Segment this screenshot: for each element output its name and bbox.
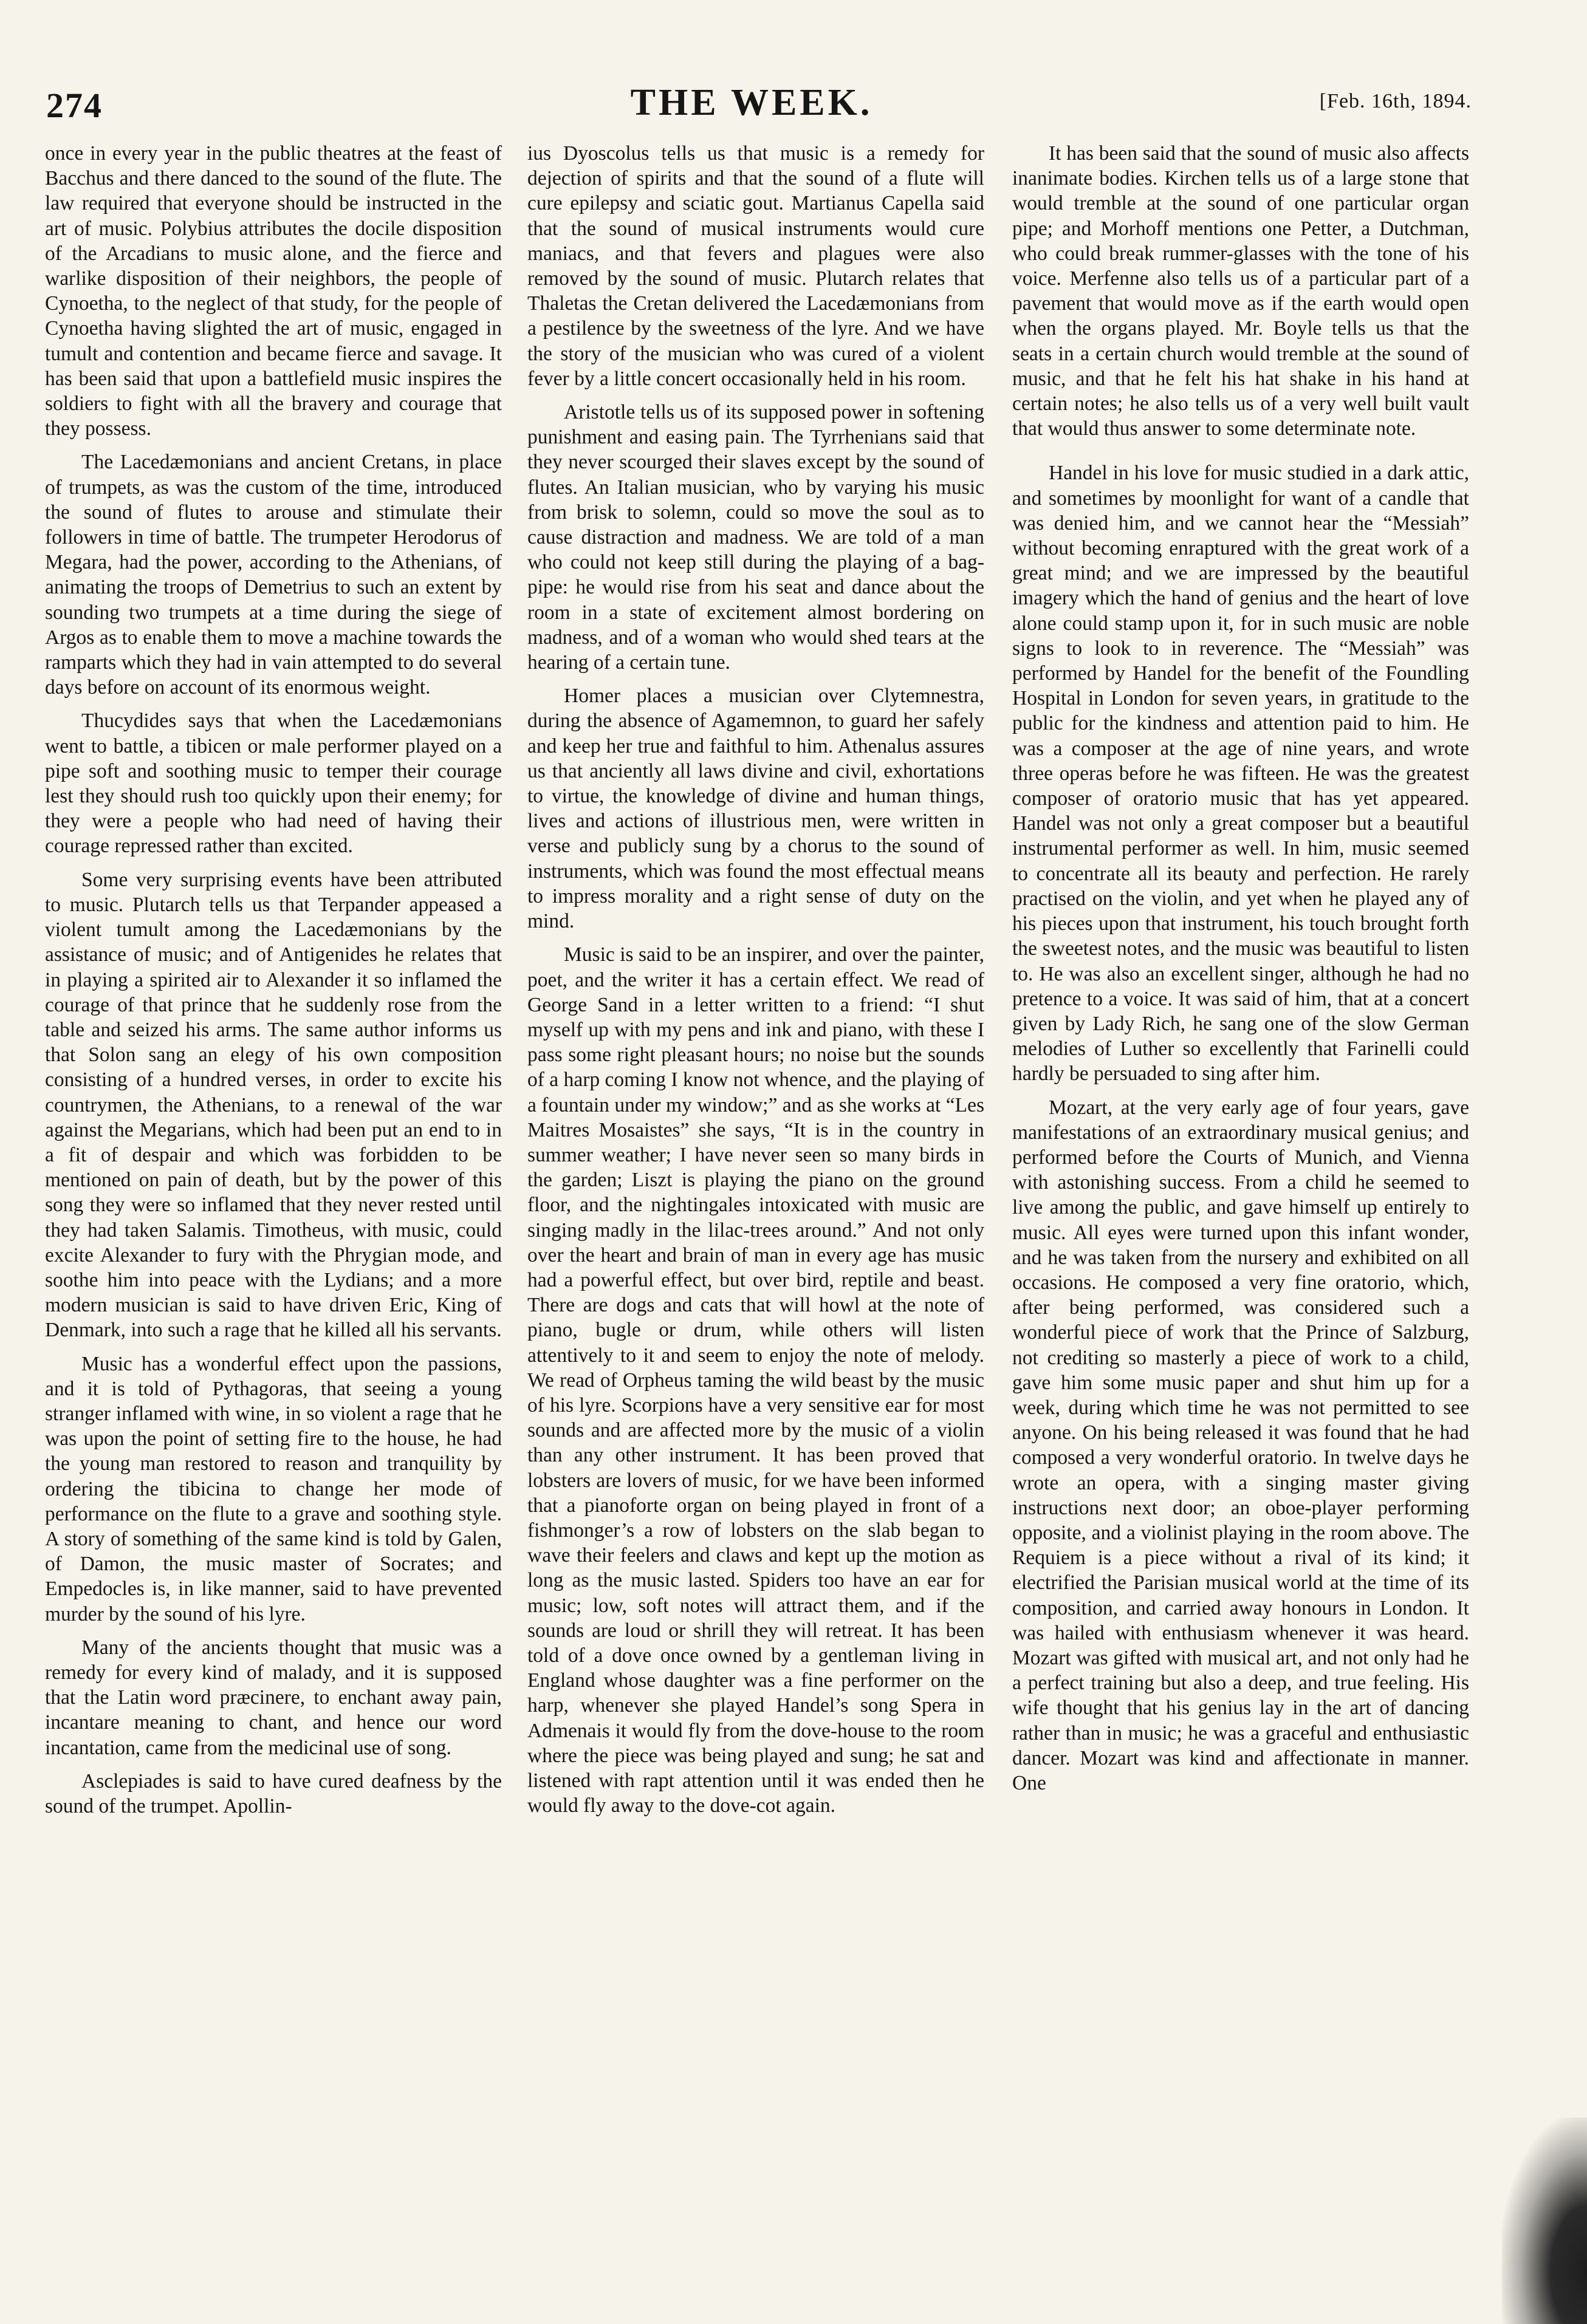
paragraph: Some very surprising events have been attributed to music. Plutarch tells us that Terpander appeased a violent tumult among the Lacedæmonians by the assistance of music; and of Antigenides he relates that in playing a spirited air to Alexander it so inflamed the courage of that prince that he suddenly rose from the table and seized his arms. The same author informs us that Solon sang an elegy of his own composition consisting of a hundred verses, in order to excite his countrymen, the Athenians, to a renewal of the war against the Megarians, which had been put an end to in a fit of despair and which was forbidden to be mentioned on pain of death, but by the power of this song they were so inflamed that they never rested until they had taken Salamis. Timotheus, with music, could excite Alexander to fury with the Phrygian mode, and soothe him into peace with the Lydians; and a more modern musician is said to have driven Eric, King of Denmark, into such a rage that he killed all his servants.: [45, 868, 502, 1342]
paragraph: Music is said to be an inspirer, and over the painter, poet, and the writer it has a certain effect. We read of George Sand in a letter written to a friend: “I shut myself up with my pens and ink and piano, with these I pass some right pleasant hours; no noise but the sounds of a harp coming I know not whence, and the playing of a fountain under my window;” and as she works at “Les Maitres Mosaistes” she says, “It is in the country in summer weather; I have never seen so many birds in the garden; Liszt is playing the piano on the ground floor, and the nightingales intoxicated with music are singing madly in the lilac-trees around.” And not only over the heart and brain of man in every age has music had a powerful effect, but over bird, reptile and beast. There are dogs and cats that will howl at the note of piano, bugle or drum, while others will listen attentively to it and seem to enjoy the note of melody. We read of Orpheus taming the wild beast by the music of his lyre. Scorpions have a very sensitive ear for most sounds and are affected more by the music of a violin than any other instrument. It has been proved that lobsters are lovers of music, for we have been informed that a pianoforte organ on being played in front of a fishmonger’s a row of lobsters on the slab began to wave their feelers and claws and kept up the motion as long as the music lasted. Spiders too have an ear for music; low, soft notes will attract them, and if the sounds are loud or shrill they will retreat. It has been told of a dove once owned by a gentleman living in England whose daughter was a fine performer on the harp, whenever she played Handel’s song Spera in Admenais it would fly from the dove-house to the room where the piece was being played and sung; he sat and listened with rapt attention until it was ended then he would fly away to the dove-cot again.: [527, 943, 984, 1817]
paragraph: Handel in his love for music studied in a dark attic, and sometimes by moonlight for want of a candle that was denied him, and we cannot hear the “Messiah” without becoming enraptured with the great work of a great mind; and we are impressed by the beautiful imagery which the hand of genius and the heart of love alone could stamp upon it, for in such music are noble signs to look to in reverence. The “Messiah” was performed by Handel for the benefit of the Foundling Hospital in London for seven years, in gratitude to the public for the kindness and attention paid to him. He was a composer at the age of nine years, and wrote three operas before he was fifteen. He was the greatest composer of oratorio music that has yet appeared. Handel was not only a great composer but a beautiful instrumental performer as well. In him, music seemed to concentrate all its beauty and perfection. He rarely practised on the violin, and yet when he played any of his pieces upon that instrument, his touch brought forth the sweetest notes, and the music was beautiful to listen to. He was also an excellent singer, although he had no pretence to a voice. It was said of him, that at a concert given by Lady Rich, he sang one of the slow German melodies of Luther so excellently that Farinelli could hardly be persuaded to sing after him.: [1012, 462, 1469, 1085]
page-number: 274: [46, 86, 103, 125]
paragraph: ius Dyoscolus tells us that music is a remedy for dejection of spirits and that the sound of a flute will cure epilepsy and sciatic gout. Martianus Capella said that the sound of musical instruments would cure maniacs, and that fevers and plagues were also removed by the sound of music. Plutarch relates that Thaletas the Cretan delivered the Lacedæmonians from a pestilence by the sweetness of the lyre. And we have the story of the musician who was cured of a violent fever by a little concert occasionally held in his room.: [527, 142, 984, 390]
paragraph: Many of the ancients thought that music was a remedy for every kind of malady, and it is supposed that the Latin word præcinere, to enchant away pain, incantare meaning to chant, and hence our word incantation, came from the medicinal use of song.: [45, 1636, 502, 1759]
paragraph: The Lacedæmonians and ancient Cretans, in place of trumpets, as was the custom of the time, introduced the sound of flutes to arouse and stimulate their followers in time of battle. The trumpeter Herodorus of Megara, had the power, according to the Athenians, of animating the troops of Demetrius to such an extent by sounding two trumpets at a time during the siege of Argos as to enable them to move a machine towards the ramparts which they had in vain attempted to do several days before on account of its enormous weight.: [45, 451, 502, 699]
paragraph: Thucydides says that when the Lacedæmonians went to battle, a tibicen or male performer played on a pipe soft and soothing music to temper their courage lest they should rush too quickly upon their enemy; for they were a people who had need of having their courage repressed rather than excited.: [45, 709, 502, 858]
paragraph: It has been said that the sound of music also affects inanimate bodies. Kirchen tells us of a large stone that would tremble at the sound of one particular organ pipe; and Morhoff mentions one Petter, a Dutchman, who could break rummer-glasses with the tone of his voice. Merfenne also tells us of a particular part of a pavement that would move as if the earth would open when the organs played. Mr. Boyle tells us that the seats in a certain church would tremble at the sound of music, and that he felt his hat shake in his hand at certain notes; he also tells us of a very well built vault that would thus answer to some determinate note.: [1012, 142, 1469, 440]
paragraph: Homer places a musician over Clytemnestra, during the absence of Agamemnon, to guard her safely and keep her true and faithful to him. Athenalus assures us that anciently all laws divine and civil, exhortations to virtue, the knowledge of divine and human things, lives and actions of illustrious men, were written in verse and publicly sung by a chorus to the sound of instruments, which was found the most effectual means to impress morality and a right sense of duty on the mind.: [527, 685, 984, 933]
paragraph: Aristotle tells us of its supposed power in softening punishment and easing pain. The Tyrrhenians said that they never scourged their slaves except by the sound of flutes. An Italian musician, who by varying his music from brisk to solemn, could so move the soul as to cause distraction and madness. We are told of a man who could not keep still during the playing of a bag-pipe: he would rise from his seat and dance about the room in a state of excitement almost bordering on madness, and of a woman who would shed tears at the hearing of a certain tune.: [527, 401, 984, 674]
paragraph: Asclepiades is said to have cured deafness by the sound of the trumpet. Apollin-: [45, 1769, 502, 1817]
paragraph: Music has a wonderful effect upon the passions, and it is told of Pythagoras, that seeing a young stranger inflamed with wine, in so violent a rage that he was upon the point of setting fire to the house, he had the young man restored to reason and tranquility by ordering the tibicina to change her mode of performance on the flute to a grave and soothing style. A story of something of the same kind is told by Galen, of Damon, the music master of Socrates; and Empedocles is, in like manner, said to have prevented murder by the sound of his lyre.: [45, 1352, 502, 1625]
page-header: [44, 79, 1472, 140]
issue-date: [Feb. 16th, 1894.: [1319, 90, 1472, 112]
paragraph: Mozart, at the very early age of four years, gave manifestations of an extraordinary musical genius; and performed before the Courts of Munich, and Vienna with astonishing success. From a child he seemed to live among the public, and gave himself up entirely to music. All eyes were turned upon this infant wonder, and he was taken from the nursery and exhibited on all occasions. He composed a very fine oratorio, which, after being performed, was considered such a wonderful piece of work that the Prince of Salzburg, not crediting so masterly a piece of work to a child, gave him some music paper and shut him up for a week, during which time he was not permitted to see anyone. On his being released it was found that he had composed a very wonderful oratorio. In twelve days he wrote an opera, with a singing master giving instructions next door; an oboe-player performing opposite, and a violinist playing in the room above. The Requiem is a piece without a rival of its kind; it electrified the Parisian musical world at the time of its composition, and carried away honours in London. It was hailed with enthusiasm whenever it was heard. Mozart was gifted with musical art, and not only had he a perfect training but also a deep, and true feeling. His wife thought that his genius lay in the art of dancing rather than in music; he was a graceful and enthusiastic dancer. Mozart was kind and affectionate in manner. One: [1012, 1096, 1469, 1794]
text-column-2: [527, 141, 984, 1827]
publication-title: THE WEEK.: [630, 82, 873, 123]
ink-smudge: [1502, 2117, 1587, 2324]
paragraph: once in every year in the public theatres at the feast of Bacchus and there danced to the sound of the flute. The law required that everyone should be instructed in the art of music. Polybius attributes the docile disposition of the Arcadians to music alone, and the fierce and warlike disposition of their neighbors, the people of Cynoetha, to the neglect of that study, for the people of Cynoetha having slighted the art of music, engaged in tumult and contention and became fierce and savage. It has been said that upon a battlefield music inspires the soldiers to fight with all the bravery and courage that they possess.: [45, 142, 502, 440]
text-column-1: [45, 141, 502, 1827]
text-column-3: [1012, 141, 1469, 1804]
